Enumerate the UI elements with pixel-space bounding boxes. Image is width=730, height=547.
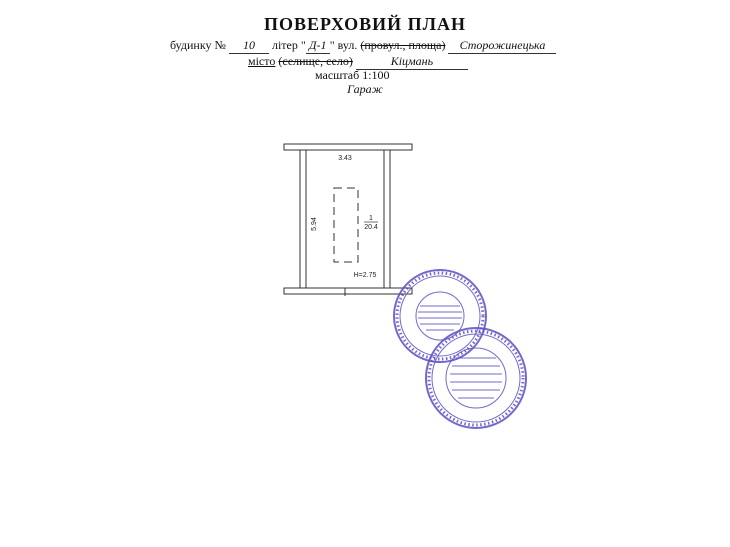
building-number: 10	[229, 38, 269, 54]
inspection-pit	[334, 188, 358, 262]
liter-suffix: " вул.	[329, 38, 358, 52]
width-dimension: 3.43	[338, 155, 352, 162]
plan-subtitle: Гараж	[347, 82, 383, 96]
street-type-alt: (провул., площа)	[360, 38, 446, 52]
city-prefix: місто	[248, 54, 276, 68]
building-prefix: будинку №	[170, 38, 226, 52]
page-title: ПОВЕРХОВИЙ ПЛАН	[263, 14, 467, 34]
scale-label: масштаб 1:100	[315, 68, 390, 82]
city-type-alt: (селище, село)	[278, 54, 353, 68]
liter-value: Д-1	[306, 38, 330, 54]
garage-walls	[284, 144, 412, 296]
city-name: Кіцмань	[356, 54, 468, 70]
length-dimension: 5.94	[311, 217, 318, 231]
room-number: 1	[369, 215, 373, 222]
room-area: 20.4	[364, 224, 378, 231]
liter-prefix: літер "	[271, 38, 306, 52]
height-label: Н=2.75	[353, 272, 377, 279]
street-name: Сторожинецька	[448, 38, 556, 54]
